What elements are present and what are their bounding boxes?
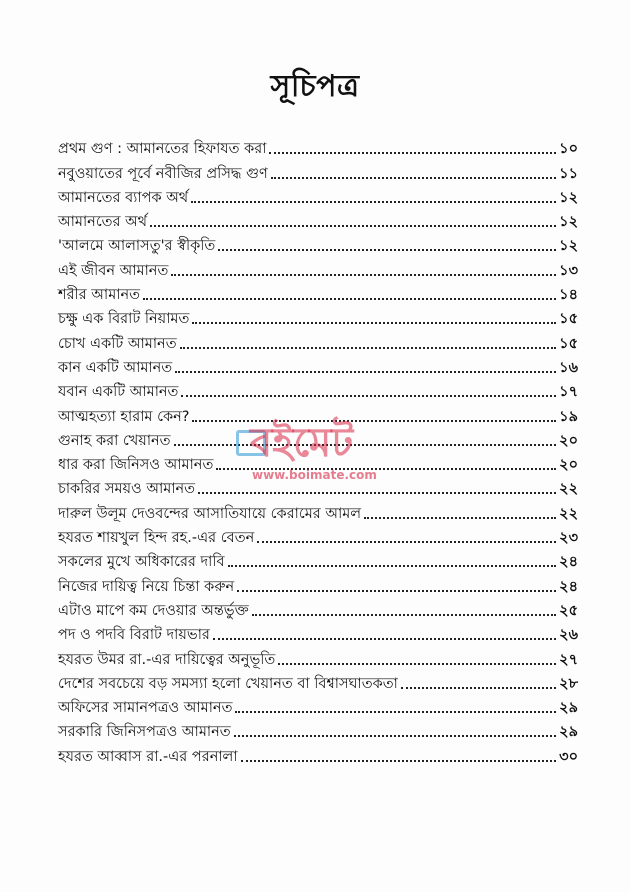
toc-entry-page: ২৬ xyxy=(559,627,578,644)
toc-entry xyxy=(58,620,578,644)
dot-leader xyxy=(252,614,556,616)
toc-entry-page: ১০ xyxy=(559,141,578,158)
toc-entry-label: আমানতের ব্যাপক অর্থ xyxy=(58,189,189,206)
dot-leader xyxy=(174,444,557,446)
dot-leader xyxy=(269,152,556,154)
dot-leader xyxy=(213,638,556,640)
toc-entry xyxy=(58,596,578,620)
dot-leader xyxy=(257,541,556,543)
dot-leader xyxy=(198,492,556,494)
toc-entry xyxy=(58,693,578,717)
dot-leader xyxy=(241,760,557,762)
toc-entry-label: 'আলমে আলাসতু'র স্বীকৃতি xyxy=(58,238,216,255)
dot-leader xyxy=(401,687,556,689)
toc-entry xyxy=(58,328,578,352)
toc-entry-label: এই জীবন আমানত xyxy=(58,262,169,279)
toc-entry-label: আমানতের অর্থ xyxy=(58,214,148,231)
toc-entry xyxy=(58,280,578,304)
toc-entry-label: শরীর আমানত xyxy=(58,287,140,304)
dot-leader xyxy=(234,735,557,737)
toc-entry-page: ১২ xyxy=(559,189,578,206)
dot-leader xyxy=(228,565,557,567)
toc-entry-page: ২৩ xyxy=(559,530,578,547)
dot-leader xyxy=(171,274,556,276)
toc-entry xyxy=(58,717,578,741)
toc-entry xyxy=(58,669,578,693)
toc-entry xyxy=(58,523,578,547)
toc-entry-page: ২০ xyxy=(559,457,578,474)
toc-entry xyxy=(58,158,578,182)
toc-entry-page: ১২ xyxy=(559,214,578,231)
toc-entry-label: সকলের মুখে অধিকারের দাবি xyxy=(58,554,225,571)
toc-entry xyxy=(58,547,578,571)
toc-entry xyxy=(58,134,578,158)
toc-entry-page: ১৩ xyxy=(559,262,578,279)
toc-entry-label: চাকরির সময়ও আমানত xyxy=(58,481,196,498)
toc-entry-page: ২০ xyxy=(559,432,578,449)
toc-entry-label: হযরত শায়খুল হিন্দ রহ.-এর বেতন xyxy=(58,530,255,547)
toc-entry xyxy=(58,571,578,595)
toc-entry xyxy=(58,207,578,231)
dot-leader xyxy=(235,711,556,713)
toc-entry xyxy=(58,183,578,207)
table-of-contents xyxy=(58,134,578,766)
toc-entry-page: ১৯ xyxy=(559,408,578,425)
dot-leader xyxy=(143,298,556,300)
toc-entry-label: গুনাহ করা খেয়ানত xyxy=(58,432,171,449)
toc-entry xyxy=(58,255,578,279)
toc-entry-label: নিজের দায়িত্ব নিয়ে চিন্তা করুন xyxy=(58,578,235,595)
toc-entry-page: ১৫ xyxy=(559,335,578,352)
toc-entry-label: যবান একটি আমানত xyxy=(58,384,179,401)
toc-entry-page: ২২ xyxy=(559,481,578,498)
toc-entry-label: কান একটি আমানত xyxy=(58,359,173,376)
toc-entry-page: ২৯ xyxy=(559,724,578,741)
dot-leader xyxy=(237,590,556,592)
toc-entry xyxy=(58,741,578,765)
dot-leader xyxy=(175,371,556,373)
page-title: সূচিপত্র xyxy=(270,69,360,104)
dot-leader xyxy=(216,468,556,470)
dot-leader xyxy=(150,225,556,227)
toc-entry xyxy=(58,231,578,255)
toc-entry-label: অফিসের সামানপত্রও আমানত xyxy=(58,700,233,717)
toc-entry-label: চোখ একটি আমানত xyxy=(58,335,177,352)
toc-entry xyxy=(58,450,578,474)
toc-entry-page: ১৫ xyxy=(559,311,578,328)
watermark-url: www.boimate.com xyxy=(252,468,377,482)
toc-entry-page: ২৯ xyxy=(559,700,578,717)
toc-entry-label: প্রথম গুণ : আমানতের হিফাযত করা xyxy=(58,141,267,158)
toc-entry-label: ধার করা জিনিসও আমানত xyxy=(58,457,214,474)
toc-entry-page: ২৪ xyxy=(559,554,578,571)
toc-entry xyxy=(58,304,578,328)
toc-entry-label: দেশের সবচেয়ে বড় সমস্যা হলো খেয়ানত বা বিশ্বাসঘাতকতা xyxy=(58,675,398,692)
toc-entry-label: চক্ষু এক বিরাট নিয়ামত xyxy=(58,311,190,328)
toc-entry-label: নবুওয়াতের পূর্বে নবীজির প্রসিদ্ধ গুণ xyxy=(58,165,268,182)
dot-leader xyxy=(192,322,556,324)
toc-entry-page: ১১ xyxy=(559,165,578,182)
toc-entry xyxy=(58,426,578,450)
dot-leader xyxy=(271,177,556,179)
dot-leader xyxy=(364,517,556,519)
toc-entry xyxy=(58,498,578,522)
toc-entry-page: ২৪ xyxy=(559,578,578,595)
toc-entry-label: আত্মহত্যা হারাম কেন? xyxy=(58,408,190,425)
toc-entry-label: হযরত উমর রা.-এর দায়িত্বের অনুভূতি xyxy=(58,651,276,668)
toc-entry-label: দারুল উলূম দেওবন্দের আসাতিযায়ে কেরামের আমল xyxy=(58,505,362,522)
toc-entry xyxy=(58,401,578,425)
dot-leader xyxy=(181,395,556,397)
toc-entry-page: ১৬ xyxy=(559,359,578,376)
toc-entry xyxy=(58,644,578,668)
dot-leader xyxy=(192,420,556,422)
toc-entry-label: হযরত আব্বাস রা.-এর পরনালা xyxy=(58,748,238,765)
toc-entry xyxy=(58,377,578,401)
toc-entry-page: ৩০ xyxy=(559,748,578,765)
watermark-logo: বইমেট xyxy=(250,420,354,466)
dot-leader xyxy=(218,249,556,251)
toc-entry-page: ২৭ xyxy=(559,651,578,668)
toc-entry xyxy=(58,353,578,377)
toc-entry xyxy=(58,474,578,498)
toc-entry-page: ২২ xyxy=(559,505,578,522)
toc-entry-page: ২৫ xyxy=(559,602,578,619)
dot-leader xyxy=(278,663,556,665)
toc-entry-page: ১৪ xyxy=(559,287,578,304)
toc-entry-page: ২৮ xyxy=(559,675,578,692)
toc-entry-page: ১৭ xyxy=(559,384,578,401)
dot-leader xyxy=(191,201,556,203)
toc-entry-label: সরকারি জিনিসপত্রও আমানত xyxy=(58,724,231,741)
toc-entry-label: এটাও মাপে কম দেওয়ার অন্তর্ভুক্ত xyxy=(58,602,249,619)
toc-entry-label: পদ ও পদবি বিরাট দায়ভার xyxy=(58,627,210,644)
dot-leader xyxy=(180,347,557,349)
toc-entry-page: ১২ xyxy=(559,238,578,255)
